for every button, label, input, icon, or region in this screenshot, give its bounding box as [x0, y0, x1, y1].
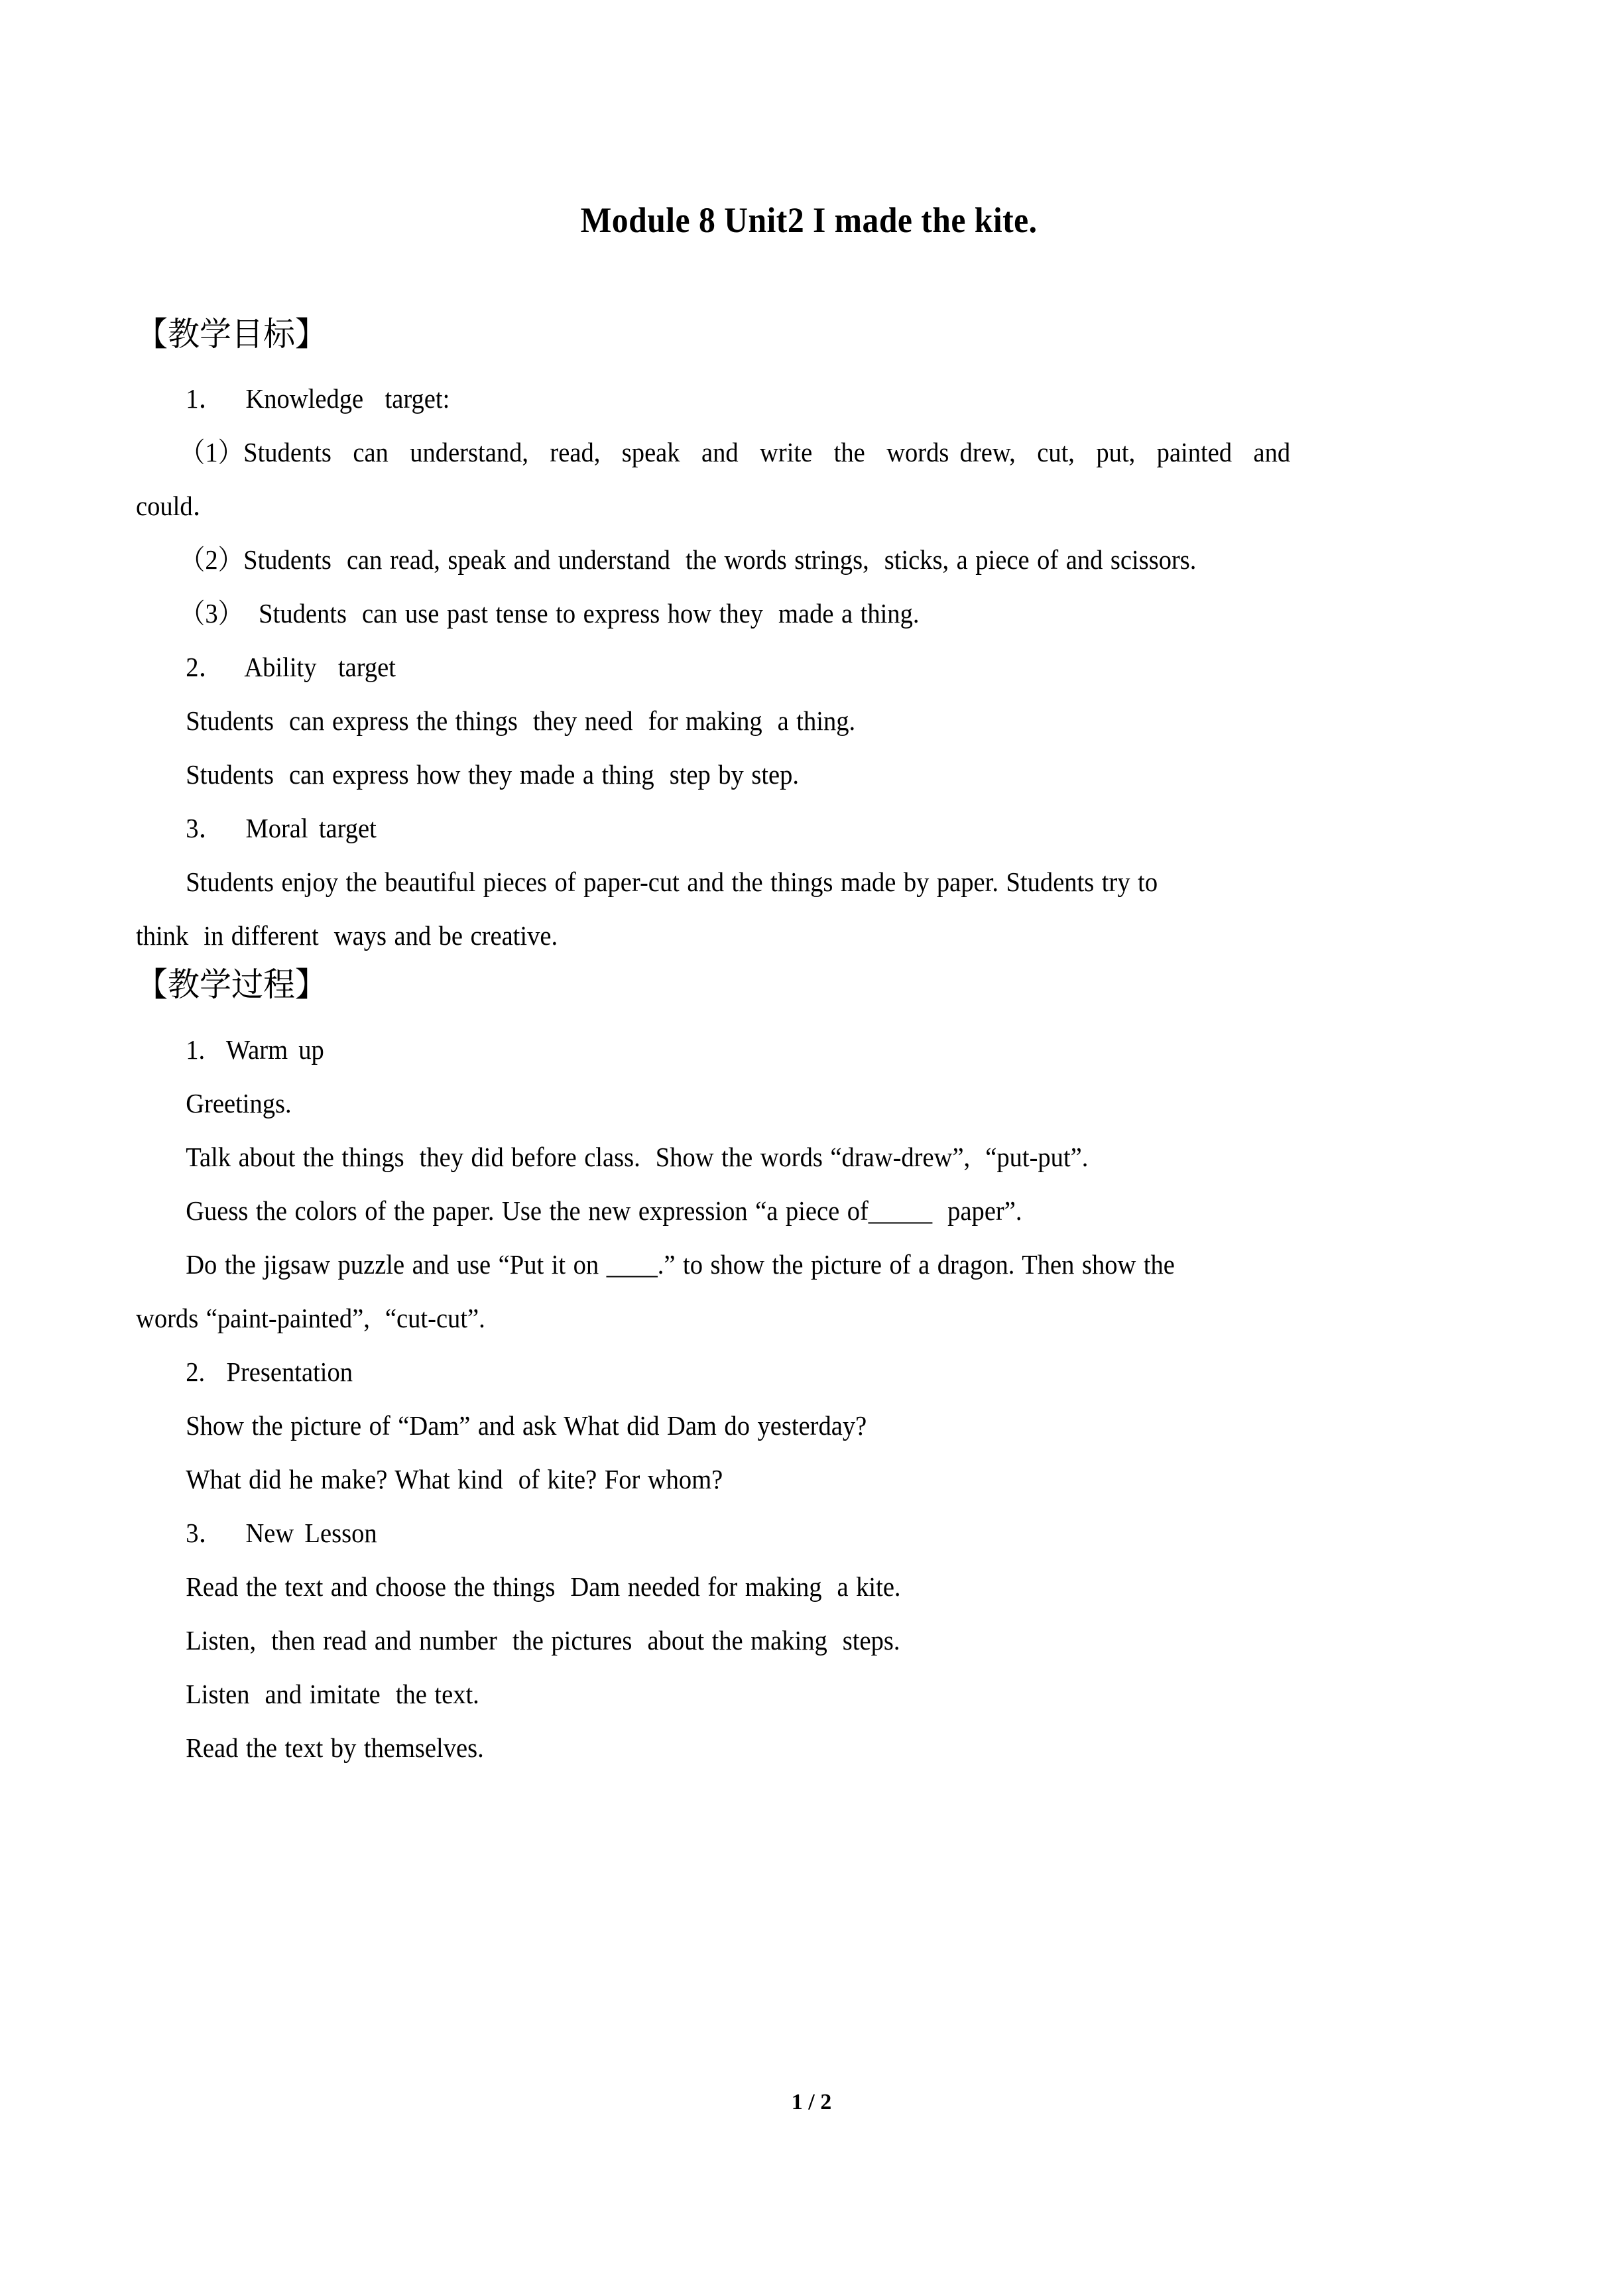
document-body — [136, 0, 1482, 1762]
moral-target-line-2: think in different ways and be creative. — [136, 920, 558, 951]
process-step-2-label: 2. Presentation — [186, 1356, 353, 1387]
process-read-by-themselves: Read the text by themselves. — [186, 1732, 484, 1763]
page-number-footer: 1 / 2 — [791, 2090, 832, 2114]
process-step-3-label: 3． New Lesson — [186, 1517, 377, 1548]
process-what-did-he-make: What did he make? What kind of kite? For whom? — [186, 1463, 723, 1494]
ability-target-line-1: Students can express the things they need for making a thing. — [186, 705, 856, 737]
process-jigsaw-line-1: Do the jigsaw puzzle and use “Put it on ____.” to show the picture of a dragon. Then show the — [186, 1248, 1175, 1280]
section-heading-teaching-objectives: 【教学目标】 — [136, 315, 327, 353]
process-jigsaw-line-2: words “paint-painted”, “cut-cut”. — [136, 1302, 485, 1333]
ability-target-line-2: Students can express how they made a thing step by step. — [186, 759, 800, 790]
process-step-1-label: 1. Warm up — [186, 1034, 324, 1065]
objective-moral-target-label: 3． Moral target — [186, 813, 377, 844]
process-listen-number-pictures: Listen, then read and number the pictures about the making steps. — [186, 1624, 900, 1656]
objective-item-3: （3） Students can use past tense to express how they made a thing. — [179, 598, 920, 629]
objective-ability-target-label: 2． Ability target — [186, 652, 396, 683]
objective-item-1-line-1: （1）Students can understand, read, speak and write the words drew, cut, put, painted and — [179, 437, 1291, 468]
process-greetings: Greetings. — [186, 1087, 292, 1118]
process-talk-about: Talk about the things they did before class. Show the words “draw-drew”, “put-put”. — [186, 1141, 1089, 1172]
process-guess-colors: Guess the colors of the paper. Use the new expression “a piece of_____ paper”. — [186, 1195, 1022, 1226]
process-read-and-choose: Read the text and choose the things Dam needed for making a kite. — [186, 1571, 901, 1602]
objective-knowledge-target-label: 1． Knowledge target: — [186, 383, 450, 414]
objective-item-2: （2）Students can read, speak and understand the words strings, sticks, a piece of and scissors. — [179, 544, 1197, 575]
section-heading-teaching-process: 【教学过程】 — [136, 966, 327, 1004]
page-title: Module 8 Unit2 I made the kite. — [580, 200, 1038, 240]
process-listen-imitate: Listen and imitate the text. — [186, 1678, 479, 1709]
process-show-picture-dam: Show the picture of “Dam” and ask What did Dam do yesterday? — [186, 1410, 867, 1441]
moral-target-line-1: Students enjoy the beautiful pieces of paper-cut and the things made by paper. Students try to — [186, 867, 1158, 898]
objective-item-1-line-2: could． — [136, 491, 219, 522]
